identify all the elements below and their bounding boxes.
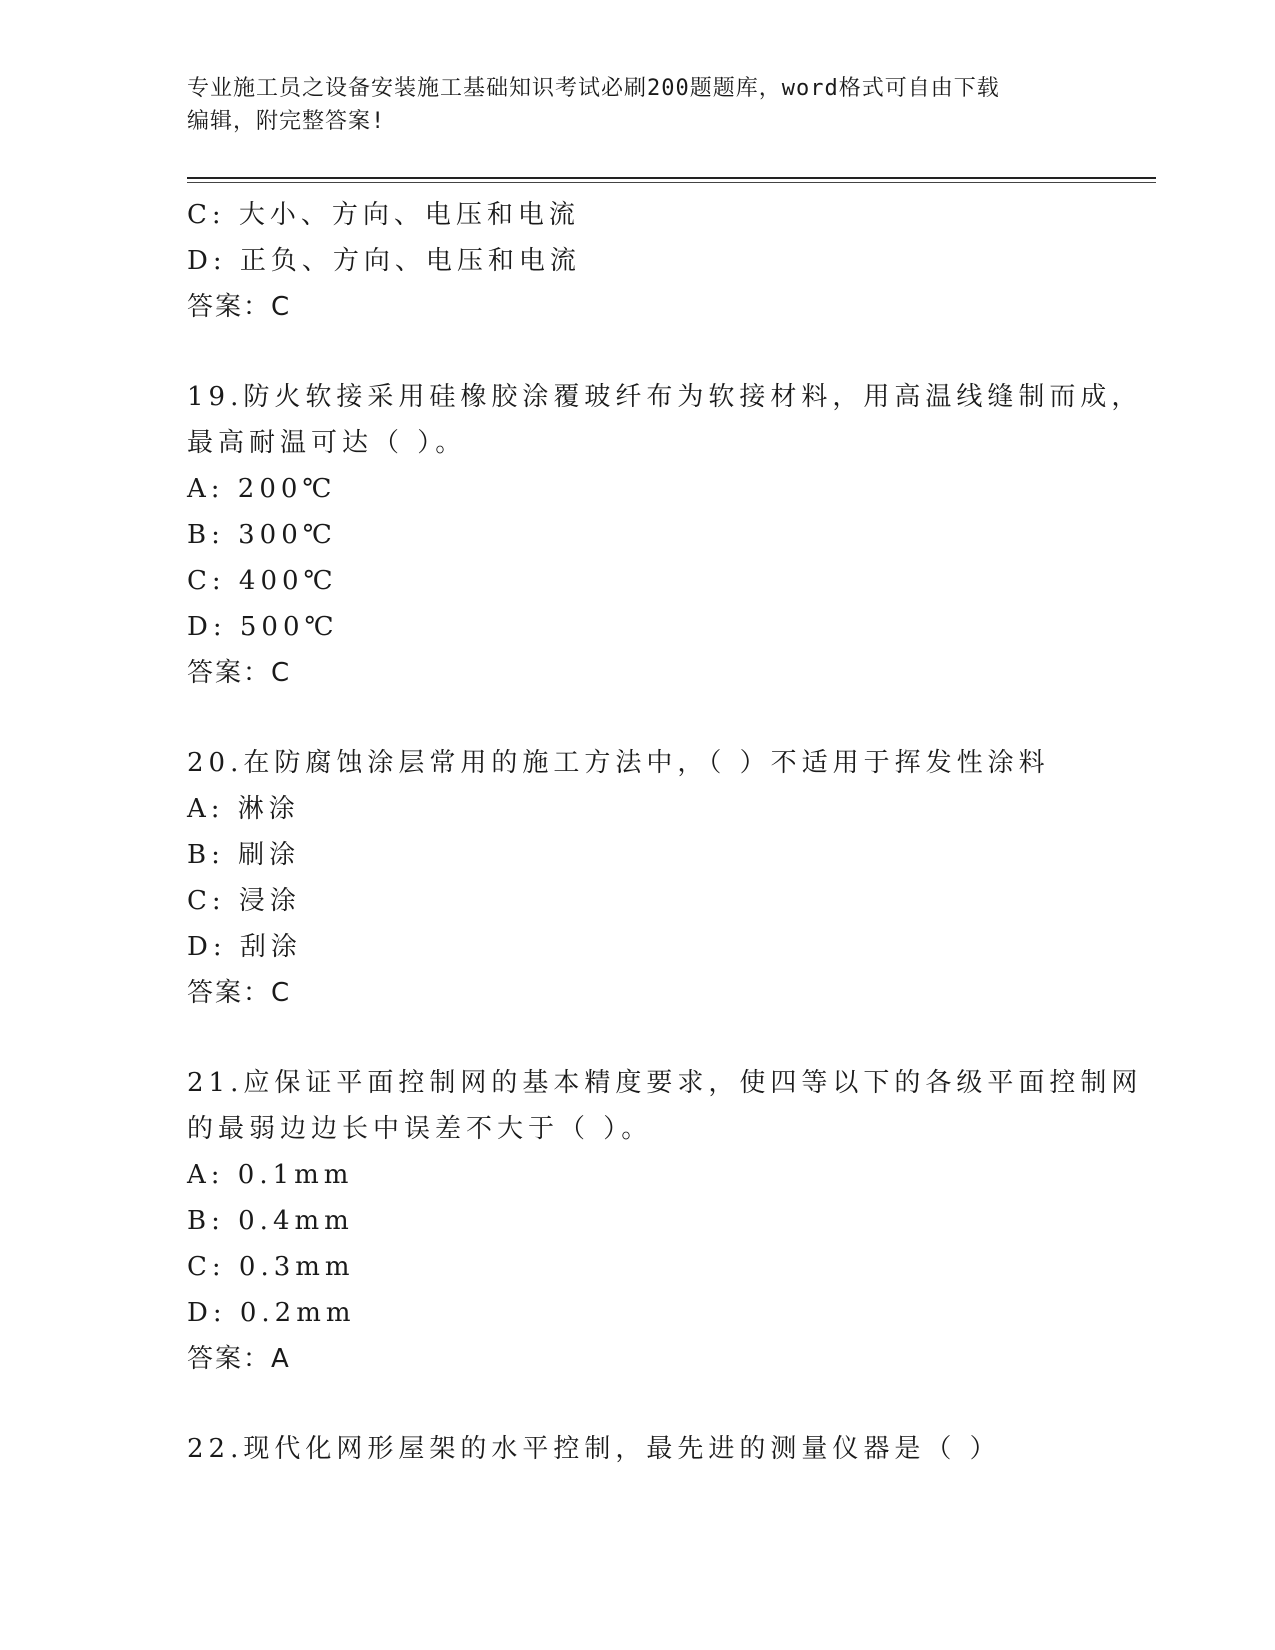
answer-line: 答案：C xyxy=(187,658,292,688)
answer-line: 答案：C xyxy=(187,978,292,1008)
option-d: D: 0.2mm xyxy=(187,1298,356,1328)
answer-line: 答案：C xyxy=(187,292,292,322)
question-stem: 21.应保证平面控制网的基本精度要求，使四等以下的各级平面控制网 xyxy=(187,1068,1143,1098)
option-d: D: 正负、方向、电压和电流 xyxy=(187,246,581,276)
question-20 xyxy=(187,740,1087,1016)
option-d: D: 500℃ xyxy=(187,612,339,642)
header-divider-thin xyxy=(187,182,1156,183)
question-stem-continued: 的最弱边边长中误差不大于（ ）。 xyxy=(187,1114,653,1144)
answer-line: 答案：A xyxy=(187,1344,291,1374)
question-21 xyxy=(187,1060,1143,1382)
option-b: B: 0.4mm xyxy=(187,1206,354,1236)
spacer xyxy=(187,1382,1087,1426)
document-header xyxy=(187,72,1087,138)
prev-question-block xyxy=(187,192,1087,330)
option-a: A: 淋涂 xyxy=(187,794,300,824)
option-b: B: 刷涂 xyxy=(187,840,301,870)
question-stem: 22.现代化网形屋架的水平控制，最先进的测量仪器是（ ） xyxy=(187,1434,1001,1464)
header-title-line-1: 专业施工员之设备安装施工基础知识考试必刷200题题库，word格式可自由下载 xyxy=(187,76,1000,101)
header-title-line-2: 编辑，附完整答案! xyxy=(187,109,386,134)
question-19 xyxy=(187,374,1143,696)
option-c: C: 大小、方向、电压和电流 xyxy=(187,200,580,230)
question-22 xyxy=(187,1426,1087,1472)
option-a: A: 0.1mm xyxy=(187,1160,354,1190)
question-list xyxy=(187,192,1143,1472)
option-a: A: 200℃ xyxy=(187,474,337,504)
spacer xyxy=(187,330,1087,374)
option-b: B: 300℃ xyxy=(187,520,337,550)
option-d: D: 刮涂 xyxy=(187,932,302,962)
option-c: C: 浸涂 xyxy=(187,886,301,916)
question-stem-continued: 最高耐温可达（ ）。 xyxy=(187,428,467,458)
spacer xyxy=(187,696,1087,740)
question-stem: 20.在防腐蚀涂层常用的施工方法中，（ ）不适用于挥发性涂料 xyxy=(187,748,1050,778)
option-c: C: 0.3mm xyxy=(187,1252,355,1282)
spacer xyxy=(187,1016,1087,1060)
option-c: C: 400℃ xyxy=(187,566,338,596)
header-divider-thick xyxy=(187,177,1156,179)
question-stem: 19.防火软接采用硅橡胶涂覆玻纤布为软接材料，用高温线缝制而成， xyxy=(187,382,1143,412)
